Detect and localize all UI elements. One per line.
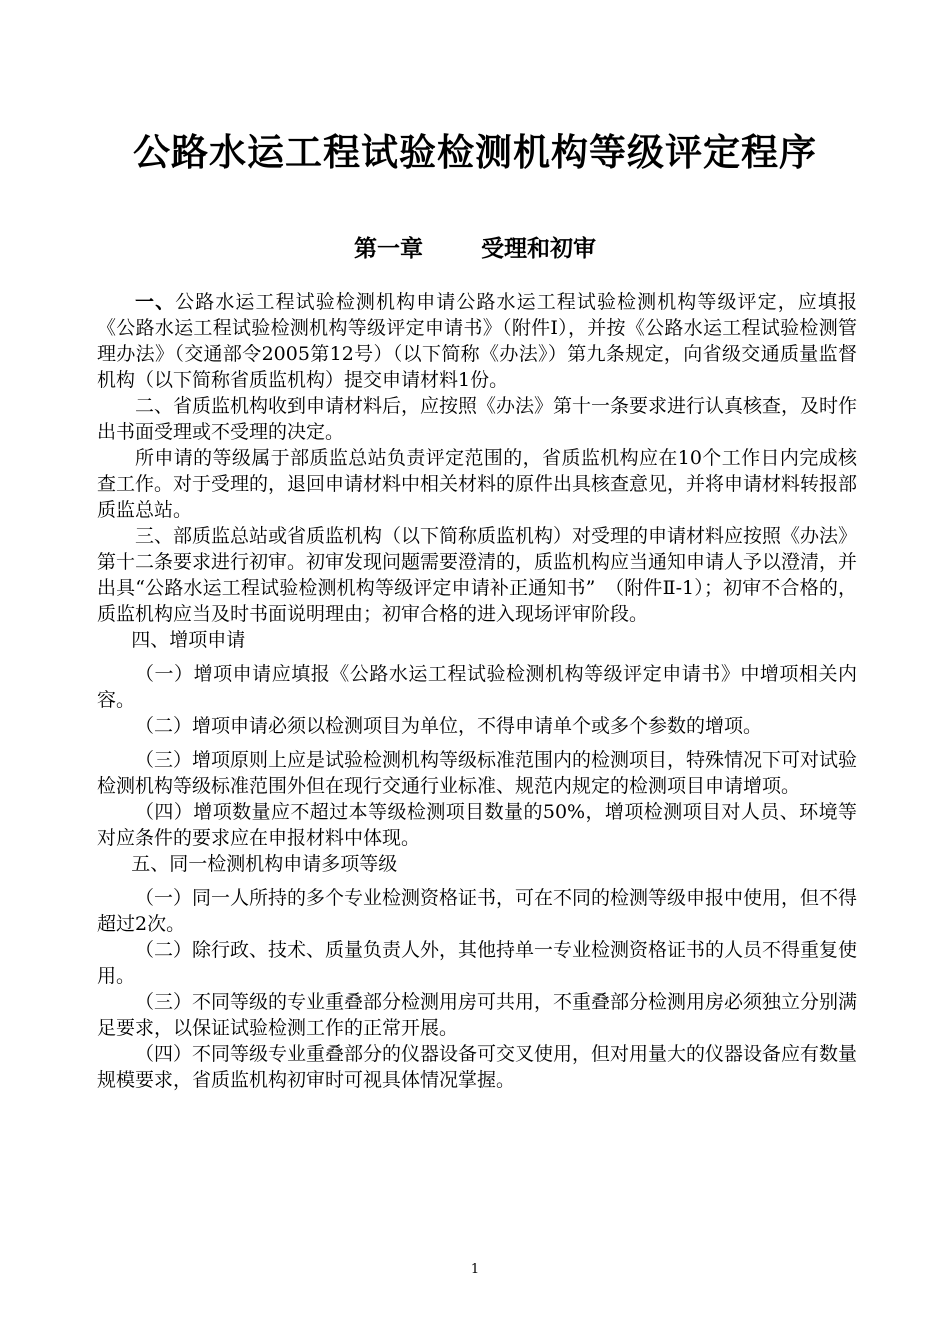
document-body bbox=[97, 289, 857, 1093]
chapter-heading bbox=[0, 230, 950, 263]
section-heading-4: 四、增项申请 bbox=[131, 629, 246, 651]
paragraph-1 bbox=[97, 289, 857, 393]
paragraph-8: （四）增项数量应不超过本等级检测项目数量的50%，增项检测项目对人员、环境等对应条件的要求应在申报材料中体现。 bbox=[97, 801, 857, 849]
paragraph-1-text: 公路水运工程试验检测机构申请公路水运工程试验检测机构等级评定，应填报《公路水运工程试验检测机构等级评定申请书》（附件Ⅰ），并按《公路水运工程试验检测管理办法》（交通部令2005第12号）（以下简称《办法》）第九条规定，向省级交通质量监督机构（以下简称省质监机构）提交申请材料1份。 bbox=[97, 291, 857, 391]
paragraph-5: （一）增项申请应填报《公路水运工程试验检测机构等级评定申请书》中增项相关内容。 bbox=[97, 663, 857, 711]
paragraph-12: （四）不同等级专业重叠部分的仪器设备可交叉使用，但对用量大的仪器设备应有数量规模要求，省质监机构初审时可视具体情况掌握。 bbox=[97, 1043, 858, 1091]
paragraph-9: （一）同一人所持的多个专业检测资格证书，可在不同的检测等级申报中使用，但不得超过2次。 bbox=[97, 887, 858, 935]
chapter-name: 受理和初审 bbox=[481, 236, 596, 262]
paragraph-10: （二）除行政、技术、质量负责人外，其他持单一专业检测资格证书的人员不得重复使用。 bbox=[97, 939, 858, 987]
page-number: 1 bbox=[470, 1262, 480, 1277]
paragraph-6: （二）增项申请必须以检测项目为单位，不得申请单个或多个参数的增项。 bbox=[135, 715, 763, 737]
paragraph-11: （三）不同等级的专业重叠部分检测用房可共用，不重叠部分检测用房必须独立分别满足要求，以保证试验检测工作的正常开展。 bbox=[97, 991, 858, 1039]
section-heading-5: 五、同一检测机构申请多项等级 bbox=[131, 853, 398, 875]
paragraph-3: 所申请的等级属于部质监总站负责评定范围的，省质监机构应在10个工作日内完成核查工作。对于受理的，退回申请材料中相关材料的原件出具核查意见，并将申请材料转报部质监总站。 bbox=[97, 447, 858, 521]
paragraph-4: 三、部质监总站或省质监机构（以下简称质监机构）对受理的申请材料应按照《办法》第十二条要求进行初审。初审发现问题需要澄清的，质监机构应当通知申请人予以澄清，并出具“公路水运工程试验检测机构等级评定申请补正通知书” （附件Ⅱ-1）；初审不合格的，质监机构应当及时书面说明理由；初审合格的进入现场评审阶段。 bbox=[97, 525, 858, 625]
paragraph-7: （三）增项原则上应是试验检测机构等级标准范围内的检测项目，特殊情况下可对试验检测机构等级标准范围外但在现行交通行业标准、规范内规定的检测项目申请增项。 bbox=[97, 749, 858, 797]
document-title: 公路水运工程试验检测机构等级评定程序 bbox=[133, 131, 817, 174]
paragraph-2: 二、省质监机构收到申请材料后，应按照《办法》第十一条要求进行认真核查，及时作出书面受理或不受理的决定。 bbox=[97, 395, 858, 443]
chapter-number: 第一章 bbox=[354, 236, 423, 262]
paragraph-1-lead: 一、 bbox=[135, 291, 176, 313]
